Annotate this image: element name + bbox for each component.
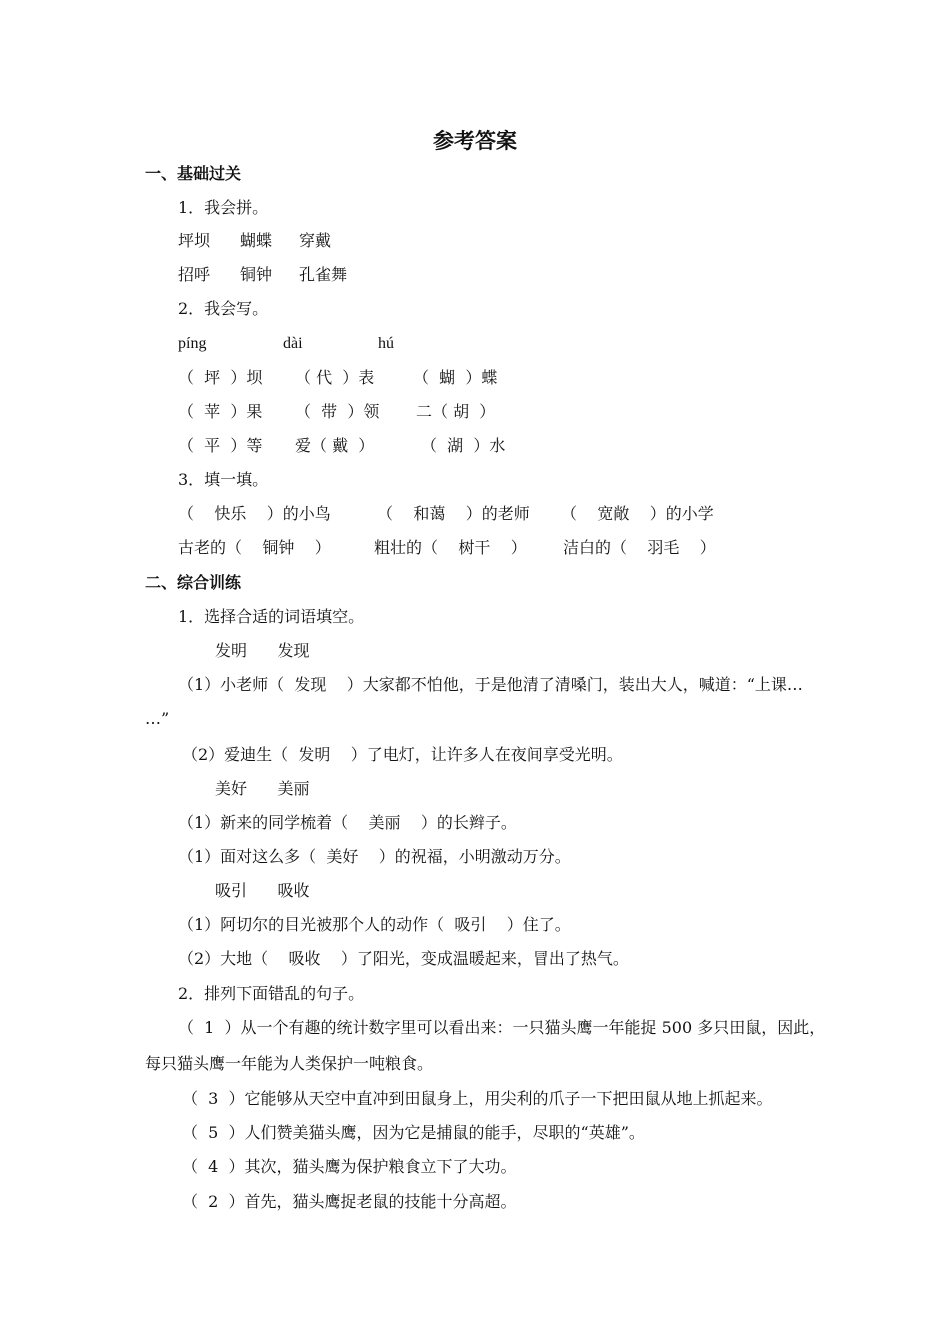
order-line: （ 4 ）其次，猫头鹰为保护粮食立下了大功。 [182, 1157, 517, 1176]
answer-cell: （ 蝴 ）蝶 [413, 368, 498, 387]
answer-cell: （ 平 ）等 [178, 436, 263, 455]
answer-cell: （ 苹 ）果 [178, 402, 263, 421]
word-cell: 蝴蝶 [240, 231, 273, 250]
fill-cell: （ 和蔼 ）的老师 [377, 504, 530, 523]
order-line: 每只猫头鹰一年能为人类保护一吨粮食。 [145, 1054, 434, 1073]
word-cell: 铜钟 [240, 265, 273, 284]
sentence-line: （1）小老师（ 发现 ）大家都不怕他，于是他清了清嗓门，装出大人，喊道：“上课… [178, 675, 803, 694]
order-line: （ 3 ）它能够从天空中直冲到田鼠身上，用尖利的爪子一下把田鼠从地上抓起来。 [182, 1089, 773, 1108]
word-cell: 招呼 [178, 265, 211, 284]
answer-cell: 爱（ 戴 ） [295, 436, 375, 455]
fill-cell: 洁白的（ 羽毛 ） [563, 538, 716, 557]
section-heading-basics: 一、基础过关 [145, 164, 242, 183]
q3-label: 3．填一填。 [178, 470, 269, 489]
fill-cell: （ 宽敞 ）的小学 [561, 504, 714, 523]
sentence-line: …” [145, 709, 170, 728]
word-cell: 穿戴 [299, 231, 332, 250]
order-line: （ 2 ）首先，猫头鹰捉老鼠的技能十分高超。 [182, 1192, 517, 1211]
sentence-line: （2）爱迪生（ 发明 ）了电灯，让许多人在夜间享受光明。 [182, 745, 623, 764]
sentence-line: （1）阿切尔的目光被那个人的动作（ 吸引 ）住了。 [178, 915, 571, 934]
sentence-line: （2）大地（ 吸收 ）了阳光，变成温暖起来，冒出了热气。 [178, 949, 629, 968]
answer-cell: （ 湖 ）水 [421, 436, 506, 455]
answer-cell: （ 带 ）领 [295, 402, 380, 421]
word-choices: 吸引 吸收 [215, 881, 310, 900]
page-title: 参考答案 [433, 129, 517, 153]
pinyin-label: dài [283, 335, 303, 352]
answer-cell: 二（ 胡 ） [416, 402, 496, 421]
s2-q2-label: 2．排列下面错乱的句子。 [178, 984, 365, 1003]
s2-q1-label: 1．选择合适的词语填空。 [178, 607, 365, 626]
sentence-line: （1）面对这么多（ 美好 ）的祝福，小明激动万分。 [178, 847, 571, 866]
word-cell: 孔雀舞 [299, 265, 348, 284]
answer-cell: （ 代 ）表 [295, 368, 375, 387]
section-heading-comprehensive: 二、综合训练 [145, 573, 242, 592]
answer-cell: （ 坪 ）坝 [178, 368, 263, 387]
sentence-line: （1）新来的同学梳着（ 美丽 ）的长辫子。 [178, 813, 517, 832]
order-line: （ 1 ）从一个有趣的统计数字里可以看出来：一只猫头鹰一年能捉 500 多只田鼠，因此， [178, 1018, 826, 1037]
word-choices: 美好 美丽 [215, 779, 310, 798]
word-choices: 发明 发现 [215, 641, 310, 660]
pinyin-label: píng [178, 335, 207, 352]
q1-label: 1．我会拼。 [178, 198, 269, 217]
fill-cell: （ 快乐 ）的小鸟 [178, 504, 331, 523]
word-cell: 坪坝 [178, 231, 211, 250]
q2-label: 2．我会写。 [178, 299, 269, 318]
fill-cell: 古老的（ 铜钟 ） [178, 538, 331, 557]
fill-cell: 粗壮的（ 树干 ） [374, 538, 527, 557]
pinyin-label: hú [378, 335, 394, 352]
order-line: （ 5 ）人们赞美猫头鹰，因为它是捕鼠的能手，尽职的“英雄”。 [182, 1123, 645, 1142]
